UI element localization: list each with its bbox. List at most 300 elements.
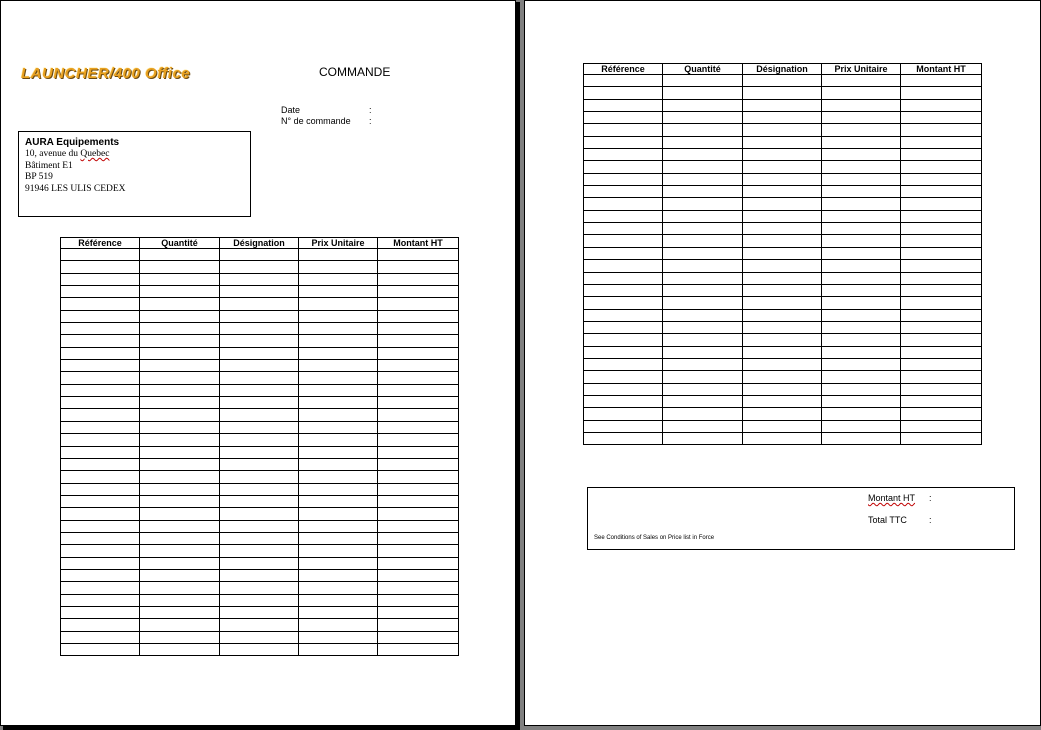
table-row [584, 186, 982, 198]
table-row [61, 310, 459, 322]
table-cell [743, 358, 822, 370]
table-row [584, 161, 982, 173]
table-cell [140, 409, 220, 421]
montant-ht-label: Montant HT [868, 493, 916, 503]
table-row [61, 495, 459, 507]
table-cell [140, 298, 220, 310]
table-cell [901, 124, 982, 136]
address-company: AURA Equipements [25, 137, 120, 148]
table-cell [663, 173, 743, 185]
table-cell [584, 408, 663, 420]
table-cell [61, 323, 140, 335]
table-cell [584, 371, 663, 383]
address-line-1 [25, 149, 244, 161]
table-cell [220, 644, 299, 656]
table-row [61, 520, 459, 532]
table-row [584, 346, 982, 358]
table-cell [378, 582, 459, 594]
table-cell [901, 186, 982, 198]
date-field [281, 105, 372, 115]
table-cell [584, 99, 663, 111]
table-row [61, 273, 459, 285]
table-cell [584, 198, 663, 210]
table-cell [220, 594, 299, 606]
table-row [584, 297, 982, 309]
table-cell [743, 186, 822, 198]
table-cell [61, 532, 140, 544]
table-row [61, 323, 459, 335]
table-cell [663, 99, 743, 111]
table-cell [743, 334, 822, 346]
table-row [61, 483, 459, 495]
table-cell [822, 210, 901, 222]
table-row [584, 210, 982, 222]
table-cell [378, 458, 459, 470]
table-cell [901, 161, 982, 173]
header-quantity: Quantité [140, 238, 220, 249]
table-cell [220, 273, 299, 285]
table-cell [584, 358, 663, 370]
table-cell [299, 545, 378, 557]
table-cell [299, 298, 378, 310]
table-row [584, 309, 982, 321]
table-cell [378, 360, 459, 372]
table-cell [140, 273, 220, 285]
table-cell [822, 334, 901, 346]
table-cell [299, 434, 378, 446]
table-cell [584, 297, 663, 309]
table-cell [220, 606, 299, 618]
table-cell [299, 372, 378, 384]
table-cell [822, 297, 901, 309]
table-cell [743, 321, 822, 333]
table-cell [378, 446, 459, 458]
table-cell [584, 112, 663, 124]
table-cell [901, 358, 982, 370]
table-cell [822, 395, 901, 407]
table-cell [901, 297, 982, 309]
table-cell [140, 594, 220, 606]
table-cell [901, 149, 982, 161]
header-designation: Désignation [220, 238, 299, 249]
table-cell [220, 446, 299, 458]
table-cell [220, 545, 299, 557]
table-cell [743, 136, 822, 148]
table-cell [378, 606, 459, 618]
table-cell [663, 358, 743, 370]
table-cell [584, 210, 663, 222]
table-header-row [584, 64, 982, 75]
address-line-1-city: Quebec [80, 148, 110, 159]
table-cell [378, 249, 459, 261]
table-row [61, 557, 459, 569]
totals-box [587, 487, 1015, 550]
table-cell [61, 582, 140, 594]
table-cell [743, 198, 822, 210]
header-amount-ht: Montant HT [378, 238, 459, 249]
table-cell [822, 272, 901, 284]
table-cell [901, 346, 982, 358]
table-cell [140, 249, 220, 261]
table-cell [584, 309, 663, 321]
table-cell [901, 408, 982, 420]
table-cell [663, 186, 743, 198]
table-cell [901, 75, 982, 87]
table-row [61, 458, 459, 470]
table-cell [743, 75, 822, 87]
table-cell [584, 321, 663, 333]
header-reference: Référence [584, 64, 663, 75]
table-cell [822, 432, 901, 444]
address-line-3: BP 519 [25, 172, 53, 183]
table-cell [901, 309, 982, 321]
table-cell [220, 421, 299, 433]
table-cell [140, 347, 220, 359]
table-cell [743, 395, 822, 407]
table-cell [299, 397, 378, 409]
order-number-colon: : [369, 116, 372, 126]
table-cell [140, 397, 220, 409]
table-row [61, 397, 459, 409]
table-cell [584, 420, 663, 432]
table-cell [299, 582, 378, 594]
table-cell [299, 458, 378, 470]
table-cell [140, 508, 220, 520]
table-cell [140, 619, 220, 631]
table-cell [822, 149, 901, 161]
table-cell [140, 384, 220, 396]
table-cell [61, 557, 140, 569]
table-cell [299, 347, 378, 359]
table-row [584, 87, 982, 99]
table-cell [140, 458, 220, 470]
table-cell [822, 408, 901, 420]
table-cell [61, 261, 140, 273]
table-cell [822, 112, 901, 124]
table-cell [61, 298, 140, 310]
table-cell [299, 606, 378, 618]
table-cell [584, 272, 663, 284]
table-cell [220, 335, 299, 347]
table-cell [663, 210, 743, 222]
address-line-1-prefix: 10, avenue du [25, 148, 81, 159]
header-unit-price: Prix Unitaire [822, 64, 901, 75]
table-cell [378, 323, 459, 335]
header-reference: Référence [61, 238, 140, 249]
table-cell [378, 569, 459, 581]
table-cell [663, 87, 743, 99]
table-cell [140, 286, 220, 298]
table-cell [743, 260, 822, 272]
table-row [61, 619, 459, 631]
table-cell [378, 434, 459, 446]
table-cell [822, 383, 901, 395]
table-row [584, 284, 982, 296]
header-designation: Désignation [743, 64, 822, 75]
table-row [584, 383, 982, 395]
table-row [584, 334, 982, 346]
table-cell [299, 557, 378, 569]
table-cell [140, 569, 220, 581]
table-cell [140, 360, 220, 372]
table-cell [299, 249, 378, 261]
table-cell [140, 434, 220, 446]
table-row [61, 644, 459, 656]
table-cell [220, 631, 299, 643]
table-row [584, 371, 982, 383]
table-cell [220, 286, 299, 298]
table-cell [61, 483, 140, 495]
table-cell [378, 372, 459, 384]
table-row [61, 298, 459, 310]
table-cell [584, 247, 663, 259]
table-cell [901, 136, 982, 148]
table-row [61, 261, 459, 273]
table-cell [663, 297, 743, 309]
table-cell [663, 284, 743, 296]
table-cell [901, 260, 982, 272]
table-cell [378, 273, 459, 285]
table-row [584, 112, 982, 124]
table-cell [663, 112, 743, 124]
table-cell [220, 569, 299, 581]
table-cell [299, 532, 378, 544]
table-cell [299, 446, 378, 458]
table-cell [743, 346, 822, 358]
table-cell [663, 321, 743, 333]
table-cell [378, 310, 459, 322]
header-quantity: Quantité [663, 64, 743, 75]
table-cell [822, 284, 901, 296]
table-cell [299, 261, 378, 273]
table-cell [140, 372, 220, 384]
table-cell [584, 87, 663, 99]
table-cell [140, 495, 220, 507]
order-number-field [281, 116, 372, 126]
table-cell [299, 421, 378, 433]
address-line-4: 91946 LES ULIS CEDEX [25, 184, 126, 195]
table-cell [378, 421, 459, 433]
table-cell [220, 458, 299, 470]
table-row [61, 360, 459, 372]
table-cell [378, 594, 459, 606]
table-cell [743, 408, 822, 420]
table-row [61, 532, 459, 544]
table-row [584, 395, 982, 407]
table-cell [61, 409, 140, 421]
table-cell [378, 471, 459, 483]
table-row [584, 173, 982, 185]
table-cell [901, 112, 982, 124]
table-cell [220, 532, 299, 544]
table-cell [378, 495, 459, 507]
table-row [584, 198, 982, 210]
table-cell [663, 247, 743, 259]
page-1 [0, 0, 516, 726]
header-unit-price: Prix Unitaire [299, 238, 378, 249]
table-row [584, 358, 982, 370]
table-cell [299, 286, 378, 298]
table-cell [901, 383, 982, 395]
table-cell [220, 582, 299, 594]
table-cell [743, 284, 822, 296]
sales-conditions-note: See Conditions of Sales on Price list in Force [594, 535, 715, 541]
page1-shadow-bottom [3, 726, 520, 730]
table-cell [822, 309, 901, 321]
table-cell [220, 360, 299, 372]
address-line-2: Bâtiment E1 [25, 160, 73, 171]
table-cell [822, 247, 901, 259]
table-cell [822, 124, 901, 136]
table-cell [663, 161, 743, 173]
table-cell [61, 569, 140, 581]
header-amount-ht: Montant HT [901, 64, 982, 75]
table-row [61, 606, 459, 618]
table-cell [220, 495, 299, 507]
table-cell [584, 223, 663, 235]
table-cell [822, 321, 901, 333]
table-cell [61, 310, 140, 322]
table-cell [584, 432, 663, 444]
table-row [584, 247, 982, 259]
table-cell [663, 334, 743, 346]
table-cell [378, 409, 459, 421]
table-row [61, 372, 459, 384]
table-row [584, 99, 982, 111]
table-row [584, 75, 982, 87]
table-cell [61, 545, 140, 557]
table-cell [663, 383, 743, 395]
table-cell [140, 335, 220, 347]
table-cell [584, 149, 663, 161]
table-row [584, 136, 982, 148]
table-cell [743, 272, 822, 284]
table-cell [220, 310, 299, 322]
table-cell [822, 371, 901, 383]
table-row [61, 594, 459, 606]
table-cell [61, 471, 140, 483]
table-cell [584, 173, 663, 185]
table-cell [743, 99, 822, 111]
table-cell [61, 360, 140, 372]
table-cell [663, 432, 743, 444]
table-cell [61, 495, 140, 507]
table-cell [663, 309, 743, 321]
table-cell [378, 532, 459, 544]
table-cell [220, 508, 299, 520]
table-cell [61, 421, 140, 433]
table-cell [822, 235, 901, 247]
table-cell [743, 112, 822, 124]
table-cell [822, 161, 901, 173]
table-cell [378, 397, 459, 409]
table-cell [663, 395, 743, 407]
table-cell [901, 99, 982, 111]
table-cell [299, 483, 378, 495]
table-cell [299, 384, 378, 396]
table-cell [140, 471, 220, 483]
table-cell [61, 458, 140, 470]
date-label: Date [281, 105, 301, 115]
table-cell [140, 261, 220, 273]
table-cell [220, 434, 299, 446]
table-row [61, 545, 459, 557]
table-cell [584, 395, 663, 407]
table-cell [743, 383, 822, 395]
table-cell [140, 582, 220, 594]
table-cell [901, 371, 982, 383]
table-cell [61, 644, 140, 656]
table-row [61, 384, 459, 396]
table-cell [584, 383, 663, 395]
table-row [584, 124, 982, 136]
table-cell [378, 619, 459, 631]
document-title: COMMANDE [319, 65, 391, 79]
table-cell [378, 520, 459, 532]
table-cell [822, 136, 901, 148]
company-logo: LAUNCHER/400 Office [21, 65, 191, 82]
table-cell [822, 223, 901, 235]
total-ttc-label: Total TTC [868, 515, 907, 525]
table-cell [822, 420, 901, 432]
table-cell [743, 235, 822, 247]
table-cell [663, 75, 743, 87]
table-row [61, 582, 459, 594]
table-cell [61, 286, 140, 298]
table-cell [663, 149, 743, 161]
table-cell [299, 360, 378, 372]
table-cell [663, 198, 743, 210]
table-cell [822, 358, 901, 370]
table-cell [901, 87, 982, 99]
table-cell [378, 384, 459, 396]
table-row [584, 432, 982, 444]
table-cell [220, 384, 299, 396]
montant-ht-colon: : [929, 493, 932, 503]
table-cell [584, 284, 663, 296]
table-cell [378, 286, 459, 298]
table-cell [140, 532, 220, 544]
total-ttc-colon: : [929, 515, 932, 525]
table-cell [220, 323, 299, 335]
table-cell [299, 495, 378, 507]
table-cell [901, 173, 982, 185]
table-cell [299, 631, 378, 643]
table-cell [663, 371, 743, 383]
order-lines-table [60, 237, 459, 656]
table-cell [220, 298, 299, 310]
table-cell [584, 136, 663, 148]
table-cell [299, 335, 378, 347]
table-cell [140, 545, 220, 557]
table-cell [378, 557, 459, 569]
table-cell [901, 432, 982, 444]
table-cell [140, 606, 220, 618]
table-cell [663, 223, 743, 235]
table-cell [61, 273, 140, 285]
table-cell [901, 284, 982, 296]
table-cell [299, 619, 378, 631]
table-row [584, 321, 982, 333]
table-cell [220, 249, 299, 261]
table-cell [378, 483, 459, 495]
table-row [584, 272, 982, 284]
order-lines-table-continued [583, 63, 982, 445]
table-cell [743, 371, 822, 383]
table-cell [140, 323, 220, 335]
table-cell [61, 520, 140, 532]
table-cell [584, 161, 663, 173]
